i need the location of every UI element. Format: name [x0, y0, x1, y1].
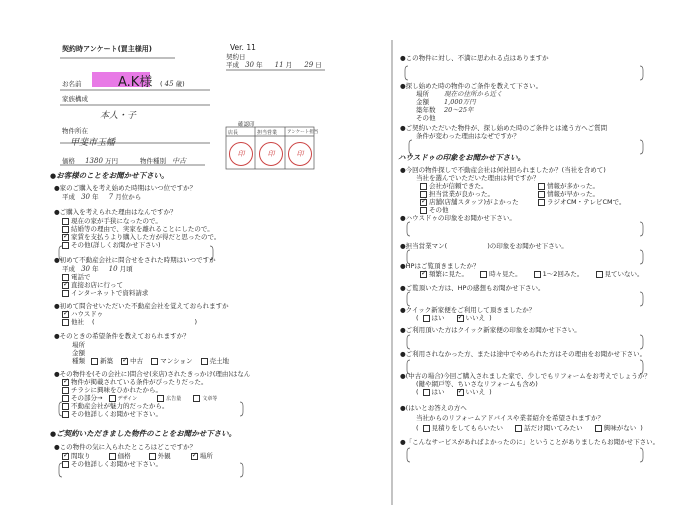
q4-option-housedo[interactable]: ✓ハウスドゥ — [62, 310, 103, 318]
q2-option-3[interactable]: ✓家賃を支払うより購入した方が得だと思ったので。 — [62, 233, 220, 241]
r12-options: ( はい ✓ いいえ ) — [416, 388, 492, 396]
family-label: 家族構成 — [62, 95, 88, 103]
r4-sub: 当社を選んでいただいた理由は何ですか？ — [416, 174, 540, 182]
r13-sub: 当社からのリフォームアドバイスや業者紹介を希望されますか？ — [416, 414, 604, 422]
q7-options: ✓間取り 価格 外観 ✓ 場所 — [62, 452, 213, 460]
q1: ●家のご購入を考え始めた時期はいつ位ですか？ — [54, 184, 197, 192]
q6-option-3[interactable]: その部分→ デザイン 広告量 文章等 — [62, 394, 217, 403]
r3-sub: 条件が変わった理由はなぜですか？ — [416, 132, 520, 140]
r4-option-trust[interactable]: 会社が信頼できた。 — [420, 182, 488, 190]
r3: ●ご契約いただいた物件が、探し始めた時のご条件とは違う方へご質問 — [400, 124, 608, 132]
customer-age: ( 45 歳) — [160, 80, 185, 88]
confirm-col-1: 店長 — [228, 130, 239, 136]
q5-area: 場所 — [72, 341, 85, 349]
q2-option-2[interactable]: 結婚等の理由で、実家を離れることにしたので。 — [62, 225, 214, 233]
contract-date: 平成 30 年 11 月 29 日 — [226, 61, 322, 69]
r9-options: ( はい ✓ いいえ ) — [416, 314, 492, 322]
stamp-survey: 印 — [288, 142, 312, 166]
q3-option-phone[interactable]: 電話で — [62, 273, 91, 281]
r9: ●クイック新家便をご利用して頂きましたか？ — [400, 306, 536, 314]
q5-budget: 金額 — [72, 349, 85, 357]
r6: ●担当営業マン( )の印象をお聞かせ下さい。 — [400, 242, 568, 250]
r2-row-age: 築年数 20〜25年 — [416, 106, 474, 114]
r13: ●(はいとお答えの方へ — [400, 404, 467, 412]
r13-options: ( 見積りをしてもらいたい 話だけ聞いてみたい 興味がない ) — [416, 424, 643, 432]
q7: ●この物件の気に入られたところはどこですか？ — [54, 443, 197, 451]
stamp-manager: 印 — [229, 142, 253, 166]
q3-option-store[interactable]: ✓直接お店に行って — [62, 281, 123, 289]
q2-option-4[interactable]: その他(詳しくお聞かせ下さい) — [62, 241, 161, 249]
q6-option-4[interactable]: 不動産会社が魅力的だったから。 — [62, 402, 169, 410]
family-value: 本人・子 — [100, 111, 137, 121]
name-label: お名前 — [62, 80, 82, 88]
r7: ●HPはご覧頂きましたか？ — [400, 262, 480, 270]
q6-option-1[interactable]: ✓物件が掲載されている条件がぴったりだった。 — [62, 378, 208, 386]
section-housedo: ハウスドゥの印象をお聞かせ下さい。 — [398, 153, 526, 162]
confirm-col-3: アンケート担当 — [287, 130, 319, 135]
q7-other[interactable]: その他詳しくお聞かせ下さい。 — [62, 460, 162, 468]
confirm-label: 確認印 — [238, 122, 255, 128]
confirm-col-2: 担当営業 — [257, 130, 278, 136]
r11: ●ご利用されなかった方、または途中でやめられた方はその理由をお聞かせ下さい。 — [400, 350, 647, 358]
r4-option-store[interactable]: ✓店舗(店舗スタッフ)がよかった — [420, 198, 519, 206]
r2: ●探し始めた時の物件のご条件を教えて下さい。 — [400, 82, 543, 90]
q5-kind: 種類 新築 ✓ 中古 マンション 売土地 — [72, 357, 229, 365]
q3-date: 平成 30 年 10 月頃 — [62, 265, 133, 273]
r10: ●ご利用頂いた方はクイック新家便の印象をお聞かせ下さい。 — [400, 326, 581, 334]
type-row: 物件種別 中古 — [140, 157, 187, 165]
version-label: Ver. 11 — [230, 43, 256, 52]
section-customer: ●お客様のことをお聞かせ下さい。 — [50, 171, 169, 180]
q6-option-5[interactable]: その他詳しくお聞かせ下さい。 — [62, 410, 162, 418]
r14: ●「こんなサービスがあればよかったのに」ということがありましたらお聞かせ下さい。 — [400, 438, 660, 446]
r2-row-place: 場所 現在の住所から近く — [416, 90, 503, 98]
r4: ●今回の物件探しで不動産会社は何社回られましたか？(当社を含めて) — [400, 166, 606, 174]
r2-row-other: その他 — [416, 114, 436, 122]
r12: ●(中古の場合)今回ご購入されました家で、少しでもリフォームをお考えでしょうか？ — [400, 372, 651, 380]
property-label: 物件所在 — [62, 127, 88, 135]
r8: ●ご覧頂いた方は、HPの感想もお聞かせ下さい。 — [400, 284, 545, 292]
r4-option-sales[interactable]: 担当営業が良かった。 — [420, 190, 494, 198]
q5: ●そのときの希望条件を教えておられますか？ — [54, 332, 190, 340]
r4-option-cm[interactable]: ラジオCM・テレビCMで。 — [538, 198, 626, 206]
form-title: 契約時アンケート(買主様用) — [62, 45, 152, 53]
q1-answer: 平成 30 年 7 月位から — [62, 193, 142, 201]
r5: ●ハウスドゥの印象をお聞かせ下さい。 — [400, 214, 516, 222]
customer-name: A.K様 — [118, 75, 153, 90]
contract-date-label: 契約日 — [226, 53, 246, 61]
q6: ●その物件を(その会社に)問合せ(来店)されたきっかけ(理由)はなん — [54, 370, 251, 378]
r7-options: ✓頻繁に見た。 時々見た。 1〜2回みた。 見ていない。 — [420, 270, 644, 278]
q2: ●ご購入を考えられた理由はなんですか？ — [54, 208, 177, 216]
r12-sub: (鍵や網戸等、ちいさなリフォームも含め) — [416, 380, 538, 388]
section-property: ●ご契約いただきました物件のことをお聞かせ下さい。 — [50, 429, 237, 438]
price-row: 価格 1380 万円 — [62, 157, 118, 165]
q3: ●初めて不動産会社に問合せをされた時期はいつですか — [54, 256, 216, 264]
r4-option-other[interactable]: その他 — [420, 206, 449, 214]
q4: ●初めて問合せいただいた不動産会社を覚えておられますか — [54, 302, 229, 310]
r2-row-price: 金額 1,000万円 — [416, 98, 476, 106]
q4-option-other[interactable]: 他社 ( ) — [62, 318, 197, 326]
q2-option-1[interactable]: 現在の家が手狭になったので。 — [62, 217, 162, 225]
r4-option-info-many[interactable]: 情報が多かった。 — [538, 182, 599, 190]
r1: ●この物件に対し、不満に思われる点はありますか — [400, 54, 549, 62]
property-value: 甲斐市玉幡 — [70, 138, 116, 148]
r4-option-info-fast[interactable]: 情報が早かった。 — [538, 190, 599, 198]
q6-option-2[interactable]: チラシに興味をひかれたから。 — [62, 386, 162, 394]
stamp-sales: 印 — [259, 142, 283, 166]
q3-option-internet[interactable]: インターネットで資料請求 — [62, 289, 148, 297]
